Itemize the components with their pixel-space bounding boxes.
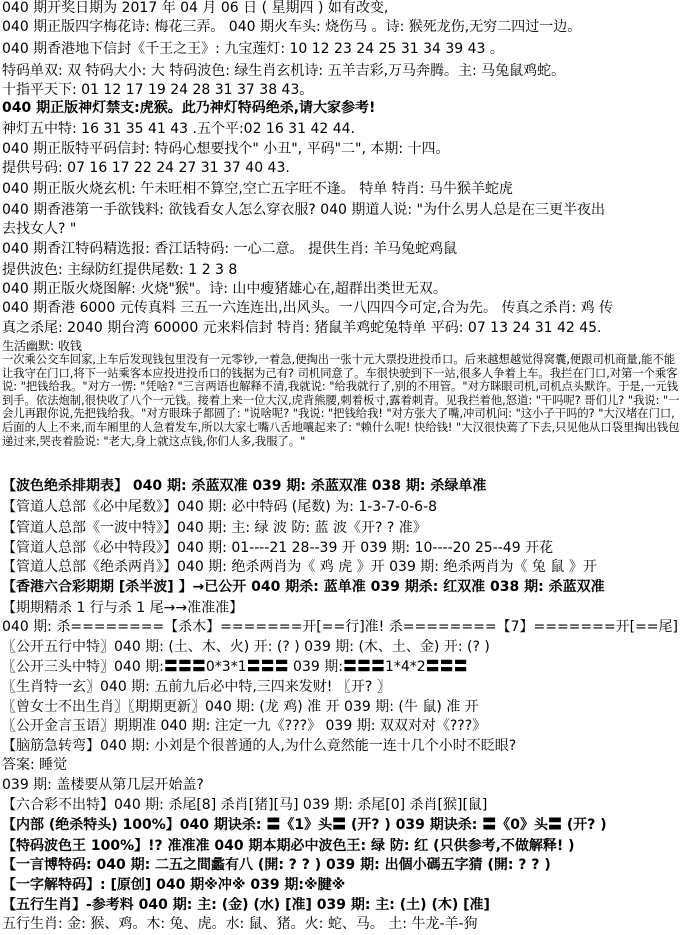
- wave-color-line: 提供波色: 主绿防红提供尾数: 1 2 3 8: [2, 262, 238, 278]
- kill-two-zodiac-line: 【管道人总部《绝杀两肖》】040 期: 绝杀两肖为《 鸡 虎 》开 039 期: 绝杀两肖为《 兔 鼠 》开: [2, 559, 597, 575]
- must-segment-line: 【管道人总部《必中特段》】040 期: 01----21 28--39 开 039 期: 10----20 25--49 开花: [2, 540, 554, 556]
- hk-first-hand-line-cont: 去找女人? ": [2, 221, 77, 237]
- one-wave-line: 【管道人总部《一波中特》】040 期: 主: 绿 波 防: 蓝 波《开? ? 准》: [2, 520, 427, 536]
- xiangjiang-line: 040 期香江特码精选报: 香江话特码: 一心二意。 提供生肖: 羊马兔蛇鸡鼠: [2, 241, 458, 257]
- provided-numbers-line: 提供号码: 07 16 17 22 24 27 31 37 40 43.: [2, 160, 290, 176]
- three-heads-line: 〖公开三头中特〗040 期:〓〓〓0*3*1〓〓〓 039 期:〓〓〓1*4*2〓〓〓: [2, 659, 468, 675]
- hk-half-wave-line: 【香港六合彩期期 [杀半波] 】→已公开 040 期杀: 蓝单准 039 期杀: 红双准 038 期: 杀蓝双准: [2, 579, 605, 595]
- envelope-code-line: 040 期正版特平码信封: 特码心想要找个" 小丑", 平码"二", 本期: 十四。: [2, 141, 450, 157]
- kill-wood-line: 040 期: 杀========【杀木】=======开[==行]准! 杀========【7】=======开[==尾]: [2, 619, 678, 635]
- hk-first-hand-line: 040 期香港第一手欲钱料: 欲钱看女人怎么穿衣服? 040 期道人说: "为什么男人总是在三更半夜出: [2, 202, 605, 218]
- hk-fax-line: 040 期香港 6000 元传真料 三五一六连连出,出风头。一八四四今可定,合为先。 传真之杀肖: 鸡 传: [2, 300, 614, 316]
- god-lamp-line: 040 期正版神灯禁支:虎猴。此乃神灯特码绝杀,请大家参考!: [2, 100, 376, 116]
- five-element-zodiac-line: 【五行生肖】-参考料 040 期: 主: (金) (水) [准] 039 期: 主: (土) (木) [准]: [2, 897, 490, 913]
- five-elements-line: 〖公开五行中特〗040 期: (土、木、火) 开: (? ) 039 期: (木、土、金) 开: (? ): [2, 639, 490, 655]
- fire-diagram-line: 040 期正版火烧图解: 火烧"猴"。诗: 山中瘦猪雄心在,超群出类世无双。: [2, 281, 447, 297]
- must-tail-line: 【管道人总部《必中尾数》】040 期: 必中特码 (尾数) 为: 1-3-7-0-6-8: [2, 499, 438, 515]
- god-lamp-numbers-line: 神灯五中特: 16 31 35 41 43 .五个平:02 16 31 42 44.: [2, 121, 355, 137]
- zodiac-mystery-line: 〖生肖特一玄〗040 期: 五前九后必中特,三四来发财! 〖开? 〗: [2, 679, 391, 695]
- five-element-zodiac-legend: 五行生肖: 金: 猴、鸡。木: 兔、虎。水: 鼠、猪。火: 蛇、马。 土: 牛龙-羊-狗: [2, 916, 478, 932]
- brain-teaser-line: 【脑筋急转弯】040 期: 小刘是个很普通的人,为什么竟然能一连十几个小时不眨眼?: [2, 738, 517, 754]
- fire-riddle-line: 040 期正版火烧玄机: 午未旺相不算空,空亡五字旺不逢。 特单 特肖: 马牛猴羊蛇虎: [2, 181, 513, 197]
- hk-envelope-line: 040 期香港地下信封《千王之王》: 九宝莲灯: 10 12 23 24 25 31 34 39 43 。: [2, 41, 504, 57]
- humor-title: 生活幽默: 收钱: [2, 340, 82, 353]
- humor-story: 一次乘公交车回家,上车后发现钱包里没有一元零钞,一着急,便掏出一张十元大票投进投币口。后来越想越觉得窝囊,便跟司机商量,能不能让我守在门口,将下一站乘客本应投进投币口的钱据为己有? 司机同意了。车很快驶到下一站,很多人争着上车。我拦在门口,对第一个乘客说: "把钱给我。"对方一愣: "凭啥? "三言两语也解释不清,我就说: "给我就行了,别的不用管。"对方眯眼司机,司机点头默许。于是,一元钱到手。依法炮制,很快收了八个一元钱。接着上来一位大汉,虎背熊腰,刺着板寸,露着刺青。见我拦着他,怒道: "干吗呢? 哥们儿? "我说: "一会儿再跟你说,先把钱给我。"对方眼珠子都圆了: "说啥呢? "我说: "把钱给我! "对方张大了嘴,冲司机问: "这小子干吗的? "大汉堵在门口,后面的人上不来,而车厢里的人急着发车,所以大家七嘴八舌地嚷起来了: "赖什么呢! 快给钱! "大汉很快蔫了下去,只见他从口袋里掏出钱包递过来,哭丧着脸说: "老大,身上就这点钱,你们人多,我服了。": [2, 353, 680, 448]
- ten-fingers-line: 十指平天下: 01 12 17 19 24 28 31 37 38 43。: [2, 82, 314, 98]
- precise-kill-line: 【期期精杀 1 行与杀 1 尾→→准准准】: [2, 600, 244, 616]
- inner-kill-head-line: 【内部 (绝杀特头) 100%】040 期诀杀: 〓《1》头〓 (开? ) 039 期诀杀: 〓《0》头〓 (开? ): [2, 817, 607, 833]
- draw-date-line: 040 期开奖日期为 2017 年 04 月 06 日 ( 星期四 ) 如有改变,: [2, 0, 389, 16]
- brain-teaser-answer: 答案: 睡觉: [2, 757, 68, 773]
- one-word-code-line: 【一言博特码: 040 期: 二五之間蠡有八 (開: ? ? ) 039 期: 出個小碼五字猜 (開: ? ? ): [2, 857, 551, 873]
- ms-zeng-line: 〖曾女士不出生肖〗〖期期更新〗040 期: (龙 鸡) 准 开 039 期: (牛 鼠) 准 开: [2, 699, 479, 715]
- hk-fax-line-cont: 真之杀尾: 2040 期台湾 60000 元来料信封 特肖: 猪鼠羊鸡蛇兔特单 平码: 07 13 24 31 42 45.: [2, 320, 602, 336]
- plum-poem-line: 040 期正版四字梅花诗: 梅花三弄。 040 期火车头: 烧伤马 。诗: 猴死龙伤,无穷二四过一边。: [2, 19, 582, 35]
- special-code-line: 特码单双: 双 特码大小: 大 特码波色: 绿生肖玄机诗: 五羊吉彩,万马奔腾。主: 马兔鼠鸡蛇。: [2, 63, 566, 79]
- one-char-code-line: 【一字解特码】: [原创] 040 期※冲※ 039 期:※腱※: [2, 877, 346, 893]
- golden-words-line: 〖公开金言玉语〗期期准 040 期: 注定一九《???》 039 期: 双双对对《???》: [2, 718, 487, 734]
- no-special-line: 【六合彩不出特】040 期: 杀尾[8] 杀肖[猪][马] 039 期: 杀尾[0] 杀肖[猴][鼠]: [2, 797, 488, 813]
- brain-teaser-039: 039 期: 盖楼要从第几层开始盖?: [2, 777, 204, 793]
- wave-kill-schedule-line: 【波色绝杀排期表】 040 期: 杀蓝双准 039 期: 杀蓝双准 038 期: 杀绿单准: [2, 478, 487, 494]
- wave-king-line: 【特码波色王 100%】!? 准准准 040 期本期必中波色王: 绿 防: 红 (只供参考,不做解释! ): [2, 838, 575, 854]
